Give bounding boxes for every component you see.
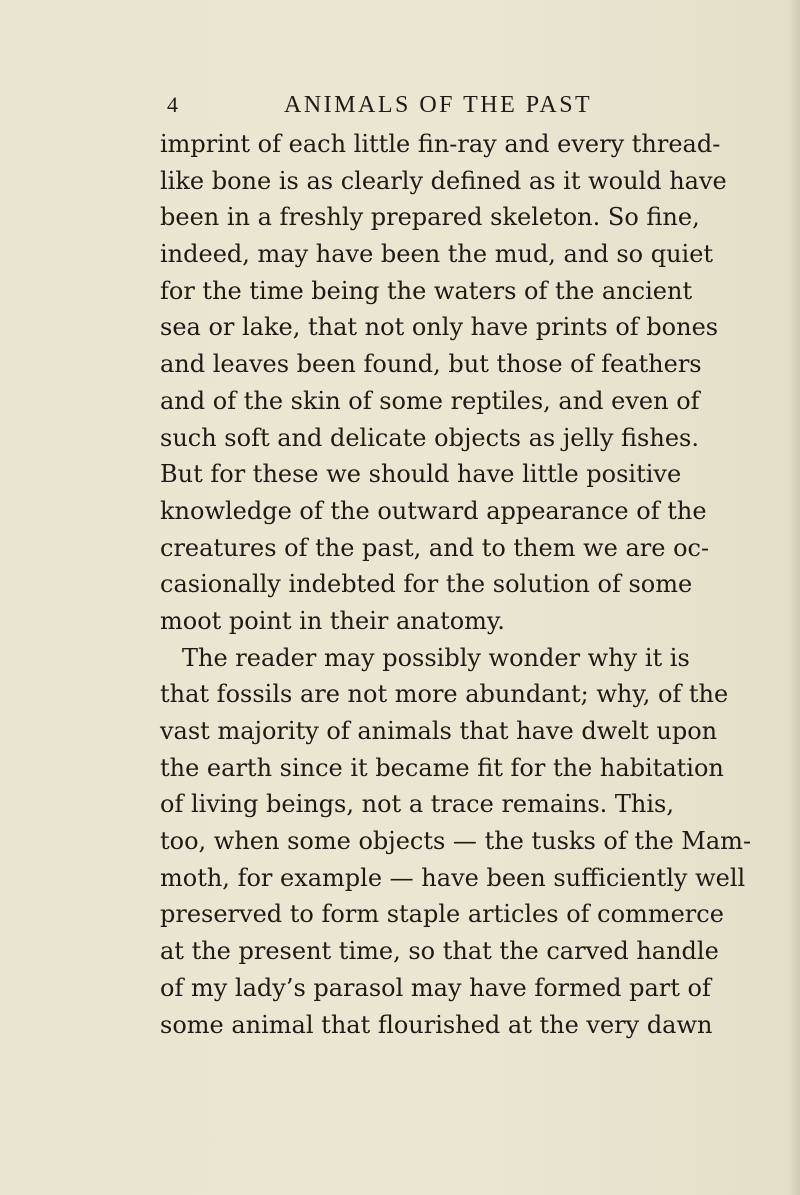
text-line: casionally indebted for the solution of some — [160, 570, 693, 599]
text-line: creatures of the past, and to them we are oc- — [160, 533, 710, 562]
text-line: such soft and delicate objects as jelly fishes. — [160, 423, 699, 452]
paragraph-start-line: The reader may possibly wonder why it is — [182, 643, 690, 672]
text-line: of my lady’s parasol may have formed part of — [160, 973, 711, 1002]
page-header — [158, 92, 628, 126]
text-line: preserved to form staple articles of commerce — [160, 900, 724, 929]
running-head: ANIMALS OF THE PAST — [284, 92, 593, 118]
page-edge-shadow — [788, 0, 800, 1195]
text-line: too, when some objects — the tusks of the Mam- — [160, 827, 752, 856]
text-line: the earth since it became fit for the habitation — [160, 753, 724, 782]
text-line: of living beings, not a trace remains. This, — [160, 790, 674, 819]
text-line: some animal that flourished at the very dawn — [160, 1010, 713, 1039]
text-line: at the present time, so that the carved handle — [160, 937, 719, 966]
text-line: indeed, may have been the mud, and so quiet — [160, 240, 714, 269]
text-line: like bone is as clearly defined as it would have — [160, 166, 727, 195]
text-line: for the time being the waters of the ancient — [160, 276, 693, 305]
text-line: vast majority of animals that have dwelt upon — [160, 717, 718, 745]
text-line: But for these we should have little positive — [160, 460, 682, 489]
body-text — [160, 126, 752, 1043]
text-line: sea or lake, that not only have prints of bones — [160, 313, 719, 342]
text-line: knowledge of the outward appearance of the — [160, 496, 707, 525]
text-line: and leaves been found, but those of feathers — [160, 350, 702, 379]
text-line: imprint of each little fin-ray and every thread- — [160, 130, 721, 158]
text-line: and of the skin of some reptiles, and even of — [160, 386, 700, 415]
text-line: been in a freshly prepared skeleton. So fine, — [160, 203, 700, 232]
page-number: 4 — [167, 92, 179, 117]
text-line: that fossils are not more abundant; why, of the — [160, 680, 729, 709]
paragraph-end-line: moot point in their anatomy. — [160, 606, 505, 635]
text-line: moth, for example — have been sufficiently well — [160, 863, 746, 892]
